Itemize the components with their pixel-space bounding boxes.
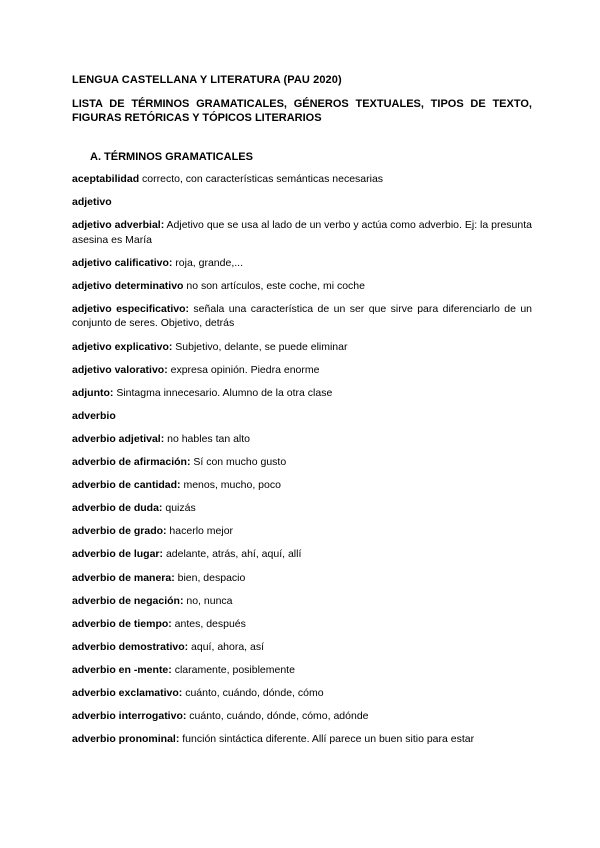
glossary-definition: Subjetivo, delante, se puede eliminar — [172, 340, 348, 353]
glossary-term: adverbio en -mente: — [72, 663, 172, 676]
glossary-definition: quizás — [162, 502, 196, 515]
glossary-entry — [72, 594, 532, 609]
glossary-term: adverbio de lugar: — [72, 548, 164, 561]
glossary-definition: claramente, posiblemente — [171, 663, 295, 676]
glossary-entry — [72, 363, 532, 378]
glossary-definition: menos, mucho, poco — [180, 479, 281, 492]
document-title: LENGUA CASTELLANA Y LITERATURA (PAU 2020) — [72, 74, 342, 86]
glossary-definition: no hables tan alto — [164, 432, 251, 445]
glossary-term: adverbio de manera: — [72, 571, 175, 584]
glossary-entry — [72, 340, 532, 355]
glossary-term: adjetivo calificativo: — [72, 256, 173, 269]
glossary-term: adverbio — [72, 409, 116, 422]
glossary-definition: bien, despacio — [174, 571, 246, 584]
glossary-term: adjetivo determinativo — [72, 279, 184, 292]
glossary-definition: Sí con mucho gusto — [190, 456, 287, 469]
glossary-definition: hacerlo mejor — [166, 525, 234, 538]
glossary-definition: Sintagma innecesario. Alumno de la otra clase — [113, 386, 333, 399]
glossary-term: aceptabilidad — [72, 173, 140, 185]
glossary-term: adverbio de grado: — [72, 525, 167, 538]
section-heading: A. TÉRMINOS GRAMATICALES — [90, 151, 253, 163]
glossary-term: adverbio adjetival: — [72, 432, 165, 445]
glossary-definition: aquí, ahora, así — [188, 640, 265, 653]
glossary-entry — [72, 617, 532, 632]
glossary-term: adjetivo explicativo: — [72, 340, 173, 353]
glossary-definition: adelante, atrás, ahí, aquí, allí — [163, 548, 302, 561]
glossary-definition: cuánto, cuándo, dónde, cómo, adónde — [186, 710, 369, 723]
glossary-entry — [72, 571, 532, 586]
glossary-term: adjetivo especificativo: — [72, 302, 190, 315]
glossary-entry — [72, 709, 532, 724]
glossary-definition: no son artículos, este coche, mi coche — [183, 279, 365, 292]
glossary-definition: correcto, con características semánticas necesarias — [139, 173, 384, 185]
glossary-term: adjetivo adverbial: — [72, 219, 165, 232]
glossary-term: adverbio de negación: — [72, 594, 184, 607]
glossary-entry — [72, 478, 532, 493]
glossary-entry — [72, 279, 532, 294]
glossary-definition: expresa opinión. Piedra enorme — [167, 363, 320, 376]
glossary-entry — [72, 386, 532, 401]
glossary-list — [72, 172, 532, 755]
glossary-entry — [72, 432, 532, 447]
glossary-term: adverbio demostrativo: — [72, 640, 189, 653]
glossary-definition: función sintáctica diferente. Allí parece un buen sitio para estar — [179, 733, 475, 746]
glossary-entry — [72, 302, 532, 331]
glossary-entry — [72, 256, 532, 271]
glossary-entry — [72, 640, 532, 655]
glossary-term: adverbio interrogativo: — [72, 710, 187, 723]
glossary-entry — [72, 663, 532, 678]
document-subtitle: LISTA DE TÉRMINOS GRAMATICALES, GÉNEROS TEXTUALES, TIPOS DE TEXTO, FIGURAS RETÓRICAS Y TÓPICOS LITERARIOS — [72, 98, 532, 124]
glossary-entry — [72, 501, 532, 516]
glossary-definition: cuánto, cuándo, dónde, cómo — [182, 686, 324, 699]
glossary-term: adverbio de afirmación: — [72, 456, 191, 469]
glossary-entry — [72, 455, 532, 470]
glossary-definition: antes, después — [171, 617, 246, 630]
glossary-term: adverbio pronominal: — [72, 733, 180, 746]
glossary-definition: señala una característica de un ser que sirve para diferenciarlo de un conjunto de seres. Objetivo, detrás — [72, 302, 532, 330]
glossary-term: adjetivo valorativo: — [72, 363, 168, 376]
glossary-entry — [72, 686, 532, 701]
glossary-entry — [72, 732, 532, 747]
glossary-definition: roja, grande,... — [172, 256, 243, 269]
glossary-entry — [72, 195, 532, 210]
glossary-term: adverbio exclamativo: — [72, 686, 183, 699]
glossary-definition: Adjetivo que se usa al lado de un verbo y actúa como adverbio. Ej: la presunta asesina es María — [72, 219, 532, 246]
glossary-term: adverbio de tiempo: — [72, 617, 172, 630]
glossary-term: adverbio de duda: — [72, 502, 163, 515]
glossary-term: adjetivo — [72, 196, 112, 209]
glossary-entry — [72, 524, 532, 539]
glossary-term: adjunto: — [72, 386, 114, 399]
glossary-entry — [72, 547, 532, 562]
glossary-term: adverbio de cantidad: — [72, 479, 181, 492]
glossary-entry — [72, 218, 532, 247]
glossary-entry — [72, 172, 532, 187]
glossary-definition: no, nunca — [183, 594, 233, 607]
glossary-entry — [72, 409, 532, 424]
